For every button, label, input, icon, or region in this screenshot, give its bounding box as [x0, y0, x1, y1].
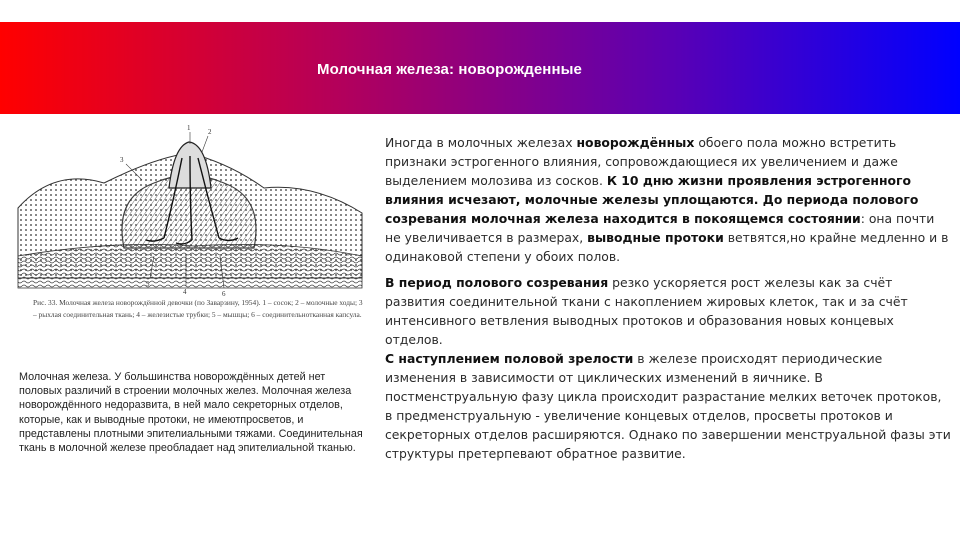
p1-run-6: ветвятся,но крайне медленно и в одинаковой степени у обоих полов.	[385, 230, 949, 264]
p1-run-4: : она почти не увеличивается в размерах,	[385, 211, 935, 245]
paragraph-puberty	[385, 273, 951, 349]
figure-label-5: 5	[146, 280, 150, 288]
paragraph-newborn	[385, 133, 951, 266]
p3-run-0: С наступлением половой зрелости	[385, 351, 634, 366]
figure-label-4: 4	[183, 288, 187, 296]
p1-run-5: выводные протоки	[587, 230, 724, 245]
slide-title: Молочная железа: новорожденные	[317, 61, 582, 78]
title-banner	[0, 22, 960, 114]
figure-caption: Рис. 33. Молочная железа новорождённой девочки (по Заварзину, 1954). 1 – сосок; 2 – молочные ходы; 3 – рыхлая соединительная ткань; 4 – железистые трубки; 5 – мышцы; 6 – соединительнотканная капсула.	[33, 298, 363, 319]
p2-run-0: В период полового созревания	[385, 275, 609, 290]
figure-label-6: 6	[222, 290, 226, 298]
p1-run-1: новорождённых	[576, 135, 695, 150]
figure-label-1: 1	[187, 124, 191, 132]
paragraph-maturity	[385, 349, 951, 463]
figure-label-3: 3	[120, 156, 124, 164]
p3-run-1: в железе происходят периодические изменения в зависимости от циклических изменений в яичнике. В постменструальную фазу цикла происходит разрастание мелких веточек протоков, в предменструальную - увеличение концевых отделов, просветы протоков и секреторных отделов расширяются. Однако по завершении менструальной фазы эти структуры претерпевают обратное развитие.	[385, 351, 951, 461]
p1-run-0: Иногда в молочных железах	[385, 135, 577, 150]
left-description: Молочная железа. У большинства новорождённых детей нет половых различий в строении молочных желез. Молочная железа новорождённого недоразвита, в ней мало секреторных отделов, которые, как и выводные протоки, не имеютпросветов, и представлены плотными эпителиальными тяжами. Соединительная ткань в молочной железе преобладает над эпителиальной тканью.	[19, 371, 363, 455]
p2-run-1: резко ускоряется рост железы как за счёт развития соединительной ткани с накоплением жировых клеток, так и за счёт интенсивного ветвления выводных протоков и образования новых концевых отделов.	[385, 275, 908, 347]
main-text	[385, 133, 951, 463]
p1-run-2: обоего пола можно встретить признаки эстрогенного влияния, сопровождающиеся их увеличением и даже выделением молозива из сосков.	[385, 135, 898, 188]
p1-run-3: К 10 дню жизни проявления эстрогенного влияния исчезают, молочные железы уплощаются. До периода полового созревания молочная железа находится в покоящемся состоянии	[385, 173, 919, 226]
figure-label-2: 2	[208, 128, 212, 136]
